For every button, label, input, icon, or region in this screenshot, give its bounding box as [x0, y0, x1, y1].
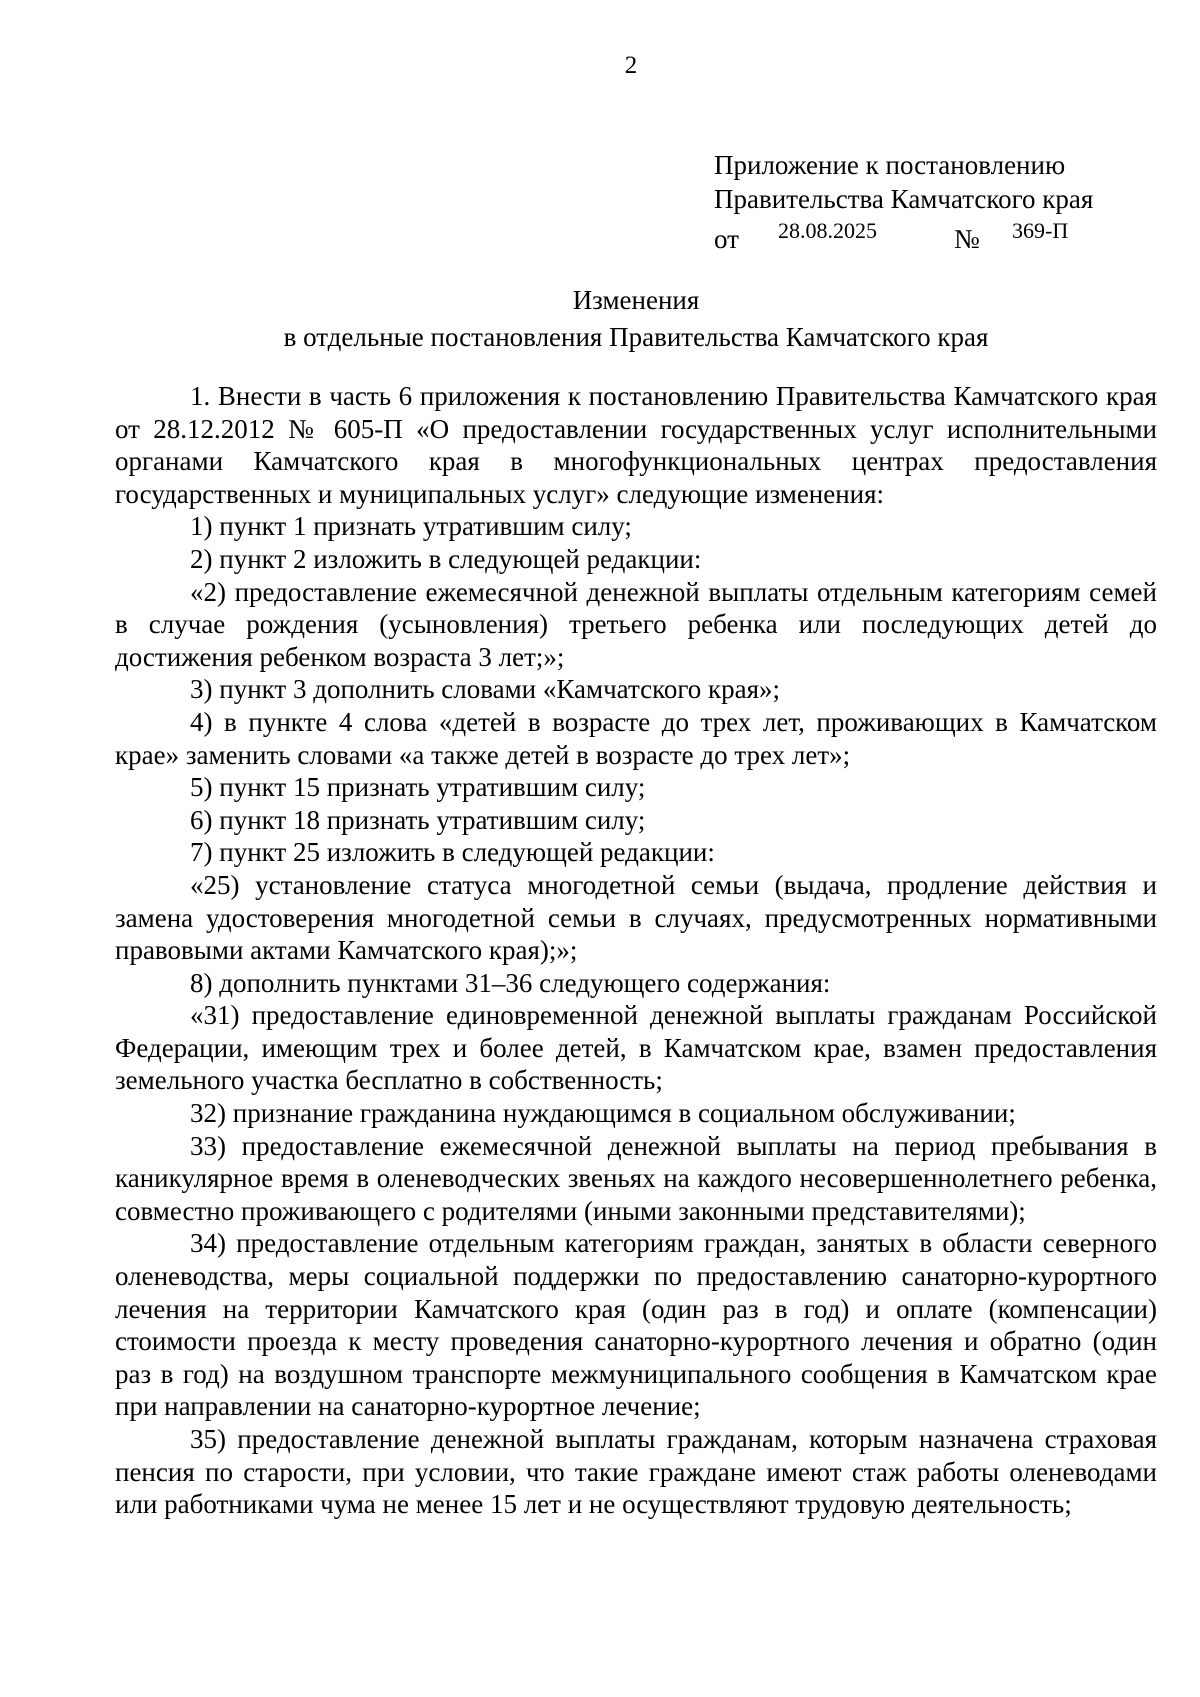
paragraph: 33) предоставление ежемесячной денежной выплаты на период пребывания в каникулярное время в оленеводческих звеньях на каждого несовершеннолетнего ребенка, совместно проживающего с родителями (иными законными представителями);	[115, 1130, 1157, 1226]
number-sign: №	[954, 224, 980, 254]
paragraph: «31) предоставление единовременной денежной выплаты гражданам Российской Федерации, имеющим трех и более детей, в Камчатском крае, взамен предоставления земельного участка бесплатно в собственность;	[115, 1000, 1157, 1096]
paragraph: 1) пункт 1 признать утратившим силу;	[190, 511, 632, 542]
paragraph: 2) пункт 2 изложить в следующей редакции:	[190, 543, 702, 574]
title-line-2: в отдельные постановления Правительства Камчатского края	[283, 322, 989, 352]
paragraph: 7) пункт 25 изложить в следующей редакции:	[190, 837, 715, 868]
paragraph: 3) пункт 3 дополнить словами «Камчатского края»;	[190, 674, 781, 705]
paragraph: 1. Внести в часть 6 приложения к постановлению Правительства Камчатского края от 28.12.2012 № 605-П «О предоставлении государственных услуг исполнительными органами Камчатского края в многофункциональных центрах предоставления государственных и муниципальных услуг» следующие изменения:	[115, 381, 1157, 509]
paragraph: «25) установление статуса многодетной семьи (выдача, продление действия и замена удостоверения многодетной семьи в случаях, предусмотренных нормативными правовыми актами Камчатского края);»;	[115, 869, 1157, 966]
appendix-line-1: Приложение к постановлению	[714, 150, 1066, 180]
title-line-1: Изменения	[572, 285, 700, 315]
resolution-date: 28.08.2025	[778, 218, 877, 243]
paragraph: 34) предоставление отдельным категориям граждан, занятых в области северного оленеводства, меры социальной поддержки по предоставлению санаторно-курортного лечения на территории Камчатского края (один раз в год) и оплате (компенсации) стоимости проезда к месту проведения санаторно-курортного лечения и обратно (один раз в год) на воздушном транспорте межмуниципального сообщения в Камчатском крае при направлении на санаторно-курортное лечение;	[115, 1228, 1157, 1422]
page-number: 2	[624, 52, 638, 79]
paragraph: 6) пункт 18 признать утратившим силу;	[190, 804, 646, 835]
appendix-line-2: Правительства Камчатского края	[714, 184, 1094, 214]
appendix-meta	[714, 216, 1154, 254]
appendix-header	[714, 148, 1154, 254]
paragraph: 4) в пункте 4 слова «детей в возрасте до трех лет, проживающих в Камчатском крае» заменить словами «а также детей в возрасте до трех лет»;	[115, 706, 1157, 770]
document-body	[115, 380, 1157, 1521]
from-label: от	[714, 224, 739, 254]
paragraph: 5) пункт 15 признать утратившим силу;	[190, 772, 646, 803]
paragraph: 35) предоставление денежной выплаты гражданам, которым назначена страховая пенсия по старости, при условии, что такие граждане имеют стаж работы оленеводами или работниками чума не менее 15 лет и не осуществляют трудовую деятельность;	[115, 1424, 1157, 1520]
paragraph: «2) предоставление ежемесячной денежной выплаты отдельным категориям семей в случае рождения (усыновления) третьего ребенка или последующих детей до достижения ребенком возраста 3 лет;»;	[115, 576, 1157, 672]
paragraph: 32) признание гражданина нуждающимся в социальном обслуживании;	[190, 1098, 1016, 1129]
resolution-number: 369-П	[1012, 218, 1069, 243]
paragraph: 8) дополнить пунктами 31–36 следующего содержания:	[190, 967, 831, 998]
document-title	[115, 282, 1157, 356]
